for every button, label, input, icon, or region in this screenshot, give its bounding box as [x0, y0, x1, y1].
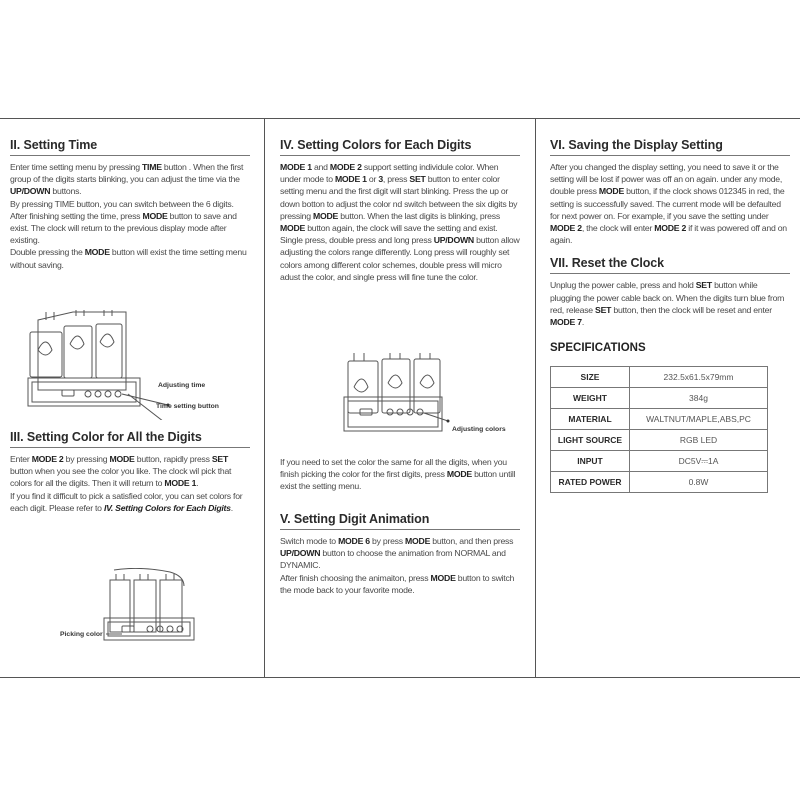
column-1	[10, 118, 260, 678]
spec-row	[551, 451, 768, 472]
color-all-digits-text: Enter MODE 2 by pressing MODE button, rapidly press SET button when you see the color you like. The clock wil pick that colors for all the digits. Then it will return to MODE 1. If you find it difficult to pick a satisfied color, you can set colors for each digit. Please refer to IV. Setting Colors for Each Digits.	[10, 454, 243, 513]
color-same-all-text: If you need to set the color the same for all the digits, when you finish picking the color for the first digits, press MODE button untill exist the setting menu.	[280, 457, 516, 492]
specifications-table	[550, 366, 768, 493]
spec-row	[551, 472, 768, 493]
section-title-saving-display: VI. Saving the Display Setting	[550, 138, 790, 156]
spec-key: MATERIAL	[551, 409, 630, 430]
clock-time-buttons-illustration	[18, 310, 258, 420]
section-title-reset-clock: VII. Reset the Clock	[550, 256, 790, 274]
spec-row	[551, 367, 768, 388]
spec-value: WALTNUT/MAPLE,ABS,PC	[630, 409, 768, 430]
label-picking-color: Picking color	[60, 631, 103, 638]
spec-value: 232.5x61.5x79mm	[630, 367, 768, 388]
clock-picking-color-illustration	[100, 568, 250, 653]
spec-row	[551, 388, 768, 409]
spec-key: WEIGHT	[551, 388, 630, 409]
section-title-digit-animation: V. Setting Digit Animation	[280, 512, 520, 530]
column-2	[280, 118, 520, 678]
spec-value: 384g	[630, 388, 768, 409]
label-time-setting-button: Time setting button	[156, 403, 219, 410]
section-title-color-all-digits: III. Setting Color for All the Digits	[10, 430, 250, 448]
column-3	[550, 118, 790, 678]
setting-time-text: Enter time setting menu by pressing TIME button . When the first group of the digits starts blinking, you can adjust the time via the UP/DOWN buttons. By pressing TIME button, you can switch between the 6 digits. After finishing setting the time, press MODE button to save and exist. The clock will return to the previous display mode after existing. Double pressing the MODE button will exist the time setting menu without saving.	[10, 162, 247, 270]
spec-value: 0.8W	[630, 472, 768, 493]
spec-value: DC5V⎓1A	[630, 451, 768, 472]
spec-key: RATED POWER	[551, 472, 630, 493]
spec-key: LIGHT SOURCE	[551, 430, 630, 451]
label-adjusting-colors: Adjusting colors	[452, 426, 506, 433]
section-title-setting-time: II. Setting Time	[10, 138, 250, 156]
spec-key: SIZE	[551, 367, 630, 388]
section-title-color-each-digit: IV. Setting Colors for Each Digits	[280, 138, 520, 156]
reset-clock-text: Unplug the power cable, press and hold SET button while plugging the power cable back on. When the digits turn blue from red, release SET button, then the clock will be reset and enter MODE 7.	[550, 280, 785, 328]
spec-row	[551, 409, 768, 430]
saving-display-text: After you changed the display setting, you need to save it or the setting will be lost if power was off an on again. under any mode, double press MODE button, if the clock shows 012345 in red, the setting is successfully saved. The current mode will be defaulted for next power on. For example, if you save the setting under MODE 2, the clock will enter MODE 2 if it was powered off and on again.	[550, 162, 787, 246]
specifications-title: SPECIFICATIONS	[550, 342, 646, 355]
column-divider-1	[264, 118, 265, 678]
color-each-digit-text: MODE 1 and MODE 2 support setting individule color. When under mode to MODE 1 or 3, press SET button to enter color setting menu and the first digit will start blinking. Press the up or down botton to adjust the color nd switch between the six digits by pressing MODE button. When the last digits is blinking, press MODE button again, the clock will save the setting and exist. Single press, double press and long press UP/DOWN button allow adjusting the colors range differently. Long press will roughly set colors among different color schemes, double press will micro adust the color, and single press will fine tune the color.	[280, 162, 520, 282]
spec-row	[551, 430, 768, 451]
spec-value: RGB LED	[630, 430, 768, 451]
column-divider-2	[535, 118, 536, 678]
digit-animation-text: Switch mode to MODE 6 by press MODE button, and then press UP/DOWN button to choose the animation from NORMAL and DYNAMIC. After finish choosing the animaiton, press MODE button to switch the mode back to your favorite mode.	[280, 536, 515, 595]
spec-key: INPUT	[551, 451, 630, 472]
label-adjusting-time: Adjusting time	[158, 382, 206, 389]
